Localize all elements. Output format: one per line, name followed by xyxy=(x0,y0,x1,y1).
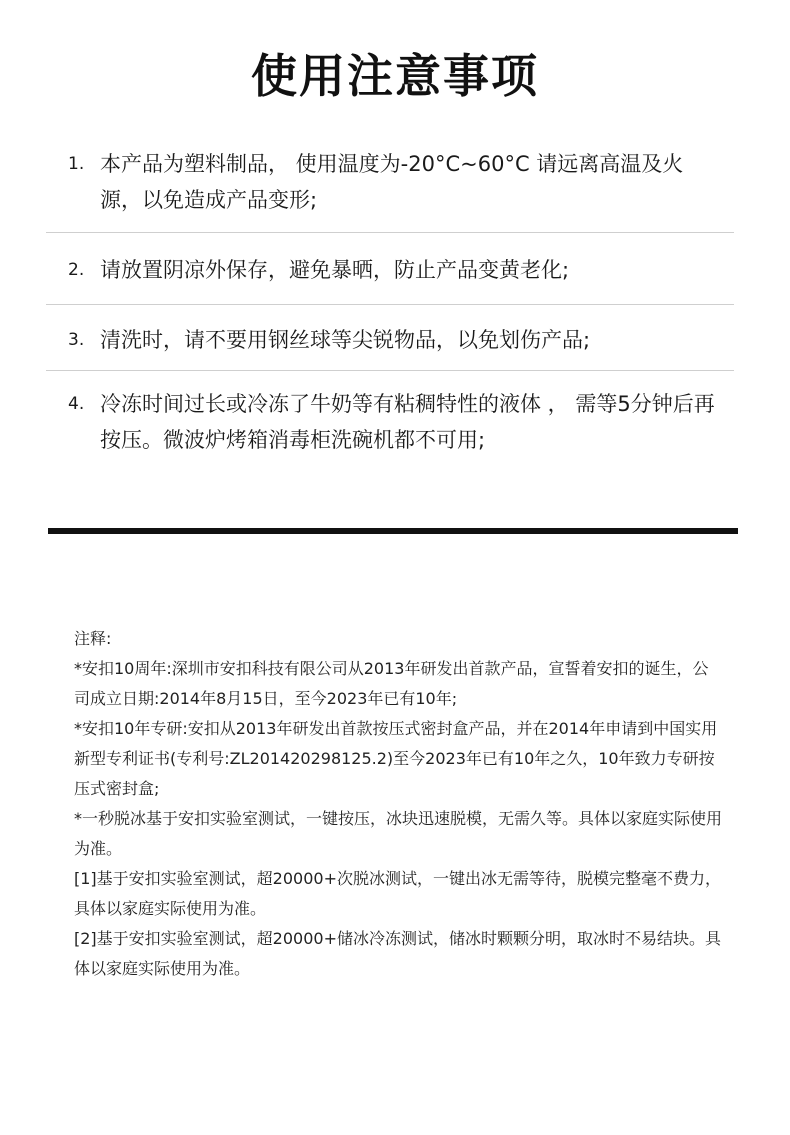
list-item xyxy=(68,146,718,218)
item-number: 2. xyxy=(68,260,85,280)
list-item xyxy=(68,252,718,288)
divider xyxy=(46,370,734,371)
note-line: *安扣10周年:深圳市安扣科技有限公司从2013年研发出首款产品，宣誓着安扣的诞生，公司成立日期:2014年8月15日，至今2023年已有10年; xyxy=(74,659,709,708)
item-number: 1. xyxy=(68,154,85,174)
notes-heading: 注释: xyxy=(74,629,112,648)
divider xyxy=(46,304,734,305)
list-item xyxy=(68,386,718,458)
note-line: *安扣10年专研:安扣从2013年研发出首款按压式密封盒产品，并在2014年申请到中国实用新型专利证书(专利号:ZL201420298125.2)至今2023年已有10年之久，10年致力专研按压式密封盒; xyxy=(74,719,718,798)
item-text: 请放置阴凉外保存，避免暴晒，防止产品变黄老化; xyxy=(100,258,570,282)
page-title: 使用注意事项 xyxy=(251,49,539,103)
divider xyxy=(46,232,734,233)
item-text: 冷冻时间过长或冷冻了牛奶等有粘稠特性的液体 ， 需等5分钟后再按压。微波炉烤箱消毒柜洗碗机都不可用; xyxy=(100,392,715,452)
item-text: 本产品为塑料制品， 使用温度为-20°C~60°C 请远离高温及火源，以免造成产品变形; xyxy=(100,152,684,212)
note-line: *一秒脱冰基于安扣实验室测试，一键按压，冰块迅速脱模，无需久等。具体以家庭实际使用为准。 xyxy=(74,809,723,858)
note-line: [2]基于安扣实验室测试，超20000+储冰冷冻测试，储冰时颗颗分明，取冰时不易结块。具体以家庭实际使用为准。 xyxy=(74,929,721,978)
item-text: 清洗时，请不要用钢丝球等尖锐物品，以免划伤产品; xyxy=(100,328,591,352)
section-separator xyxy=(48,528,738,534)
item-number: 3. xyxy=(68,330,85,350)
item-number: 4. xyxy=(68,394,85,414)
note-line: [1]基于安扣实验室测试，超20000+次脱冰测试，一键出冰无需等待，脱模完整毫不费力，具体以家庭实际使用为准。 xyxy=(74,869,721,918)
list-item xyxy=(68,322,718,358)
notes-section xyxy=(74,624,724,984)
